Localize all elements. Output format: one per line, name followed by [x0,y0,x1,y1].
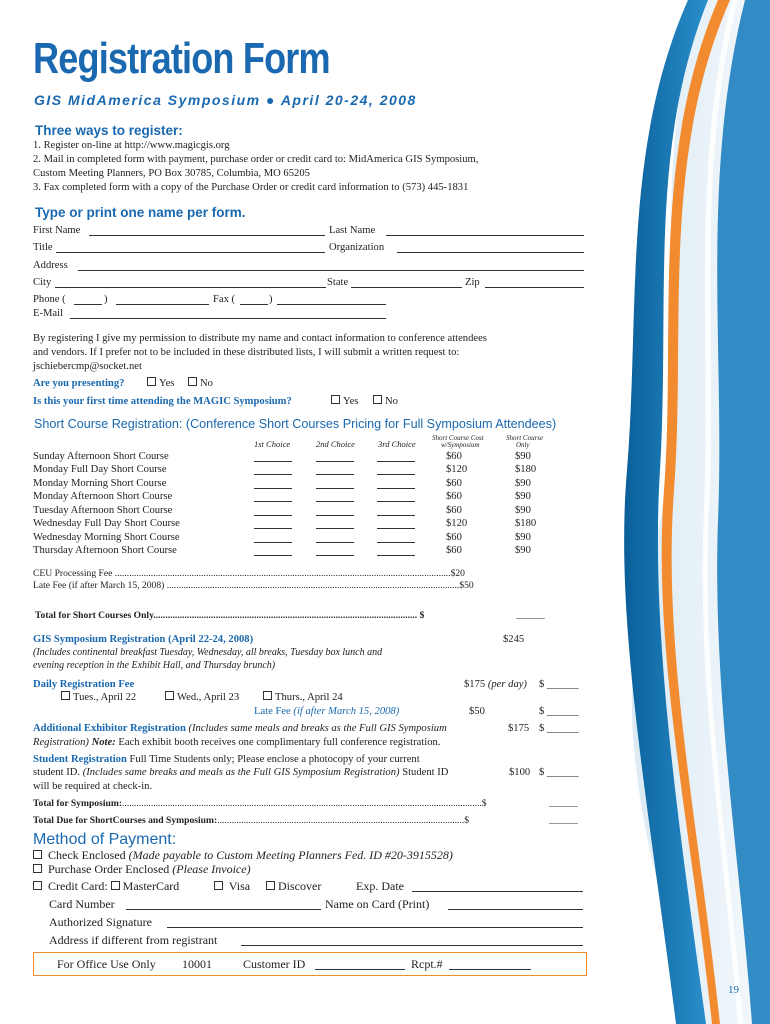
customer-id-field[interactable] [315,969,405,970]
ways-line-4: 3. Fax completed form with a copy of the Purchase Order or credit card information to (573) 445-1831 [33,182,469,193]
card-number-field[interactable] [126,909,321,910]
symposium-reg-price: $245 [503,634,525,645]
total-due-blank[interactable]: ______ [549,815,578,826]
course-price-w-symposium: $60 [446,532,462,543]
course-name: Monday Morning Short Course [33,478,167,489]
checkbox[interactable] [33,864,42,873]
choice-3-blank[interactable] [377,501,415,502]
daily-reg-price: $175 (per day) [464,679,527,690]
choice-2-blank[interactable] [316,542,354,543]
total-short-courses-blank[interactable]: ______ [516,610,545,621]
col-course-only-a: Short Course [506,434,544,442]
choice-1-blank[interactable] [254,542,292,543]
signature-field[interactable] [167,927,583,928]
rcpt-label: Rcpt.# [411,957,443,971]
col-cost-w-symposium-b: w/Symposium [441,441,480,449]
office-use-label: For Office Use Only [57,957,156,971]
customer-id-label: Customer ID [243,957,306,971]
card-number-label: Card Number [49,897,115,911]
rcpt-field[interactable] [449,969,531,970]
name-on-card-field[interactable] [448,909,583,910]
course-name: Tuesday Afternoon Short Course [33,505,173,516]
daily-late-fee: Late Fee (if after March 15, 2008) [254,706,400,717]
email-field[interactable] [70,318,386,319]
course-price-only: $90 [515,545,531,556]
course-price-w-symposium: $120 [446,518,468,529]
symposium-reg-note-2: evening reception in the Exhibit Hall, and Thursday brunch) [33,660,276,671]
visa-option[interactable]: Visa [214,880,250,893]
ceu-fee-line: CEU Processing Fee ............................................................................................................................................$20 [33,568,465,579]
address-field[interactable] [78,270,584,271]
col-course-only-b: Only [516,441,530,449]
email-label: E-Mail [33,308,64,319]
choice-1-blank[interactable] [254,474,292,475]
choice-3-blank[interactable] [377,542,415,543]
zip-field[interactable] [485,287,584,288]
choice-3-blank[interactable] [377,474,415,475]
checkbox[interactable] [214,881,223,890]
course-name: Wednesday Full Day Short Course [33,518,180,529]
checkbox[interactable] [266,881,275,890]
city-label: City [33,277,52,288]
symposium-reg-heading: GIS Symposium Registration (April 22-24, 2008) [33,634,254,645]
page-number: 19 [728,984,739,996]
col-cost-w-symposium-a: Short Course Cost [432,434,484,442]
checkbox[interactable] [263,691,272,700]
choice-1-blank[interactable] [254,501,292,502]
daily-late-fee-blank[interactable]: $ ______ [539,706,579,717]
last-name-field[interactable] [386,235,584,236]
first-time-no-option[interactable]: No [373,395,398,408]
city-field[interactable] [55,287,326,288]
course-name: Monday Full Day Short Course [33,464,167,475]
student-reg-price: $100 [509,767,531,778]
checkbox[interactable] [331,395,340,404]
course-price-w-symposium: $120 [446,464,468,475]
late-fee-line: Late Fee (if after March 15, 2008) ..........................................................................................................................$50 [33,580,474,591]
student-reg-line: Student Registration Full Time Students only; Please enclose a photocopy of your current [33,754,420,765]
choice-3-blank[interactable] [377,555,415,556]
day-option-thurs[interactable]: Thurs., April 24 [263,691,343,704]
exhibitor-reg-line: Additional Exhibitor Registration (Includes same meals and breaks as the Full GIS Symposium [33,723,447,734]
checkbox[interactable] [188,377,197,386]
organization-field[interactable] [397,252,584,253]
student-reg-line-3: will be required at check-in. [33,781,153,792]
checkbox[interactable] [61,691,70,700]
exhibitor-reg-price: $175 [508,723,530,734]
total-short-courses: Total for Short Courses Only.............................................................................................................. $ [35,610,425,621]
exp-date-label: Exp. Date [356,879,404,893]
state-field[interactable] [351,287,462,288]
permission-line-2: and vendors. If I prefer not to be included in these distributed lists, I will submit a written request to: [33,347,460,358]
daily-reg-heading: Daily Registration Fee [33,679,135,690]
alt-address-label: Address if different from registrant [49,933,218,947]
fax-area-field[interactable] [240,304,268,305]
payment-po-option[interactable]: Purchase Order Enclosed (Please Invoice) [33,863,251,876]
presenting-no-option[interactable]: No [188,377,213,390]
organization-label: Organization [329,242,385,253]
three-ways-heading: Three ways to register: [35,123,183,138]
choice-1-blank[interactable] [254,461,292,462]
short-course-heading: Short Course Registration: (Conference Short Courses Pricing for Full Symposium Attendees) [34,417,557,431]
choice-3-blank[interactable] [377,515,415,516]
day-option-wed[interactable]: Wed., April 23 [165,691,239,704]
course-price-only: $180 [515,464,537,475]
exp-date-field[interactable] [412,891,583,892]
payment-check-option[interactable]: Check Enclosed (Made payable to Custom Meeting Planners Fed. ID #20-3915528) [33,849,453,862]
ways-line-1: 1. Register on-line at http://www.magicgis.org [33,140,230,151]
permission-line-1: By registering I give my permission to distribute my name and contact information to conference attendees [33,333,487,344]
col-first-choice: 1st Choice [254,439,291,449]
col-second-choice: 2nd Choice [316,439,355,449]
checkbox[interactable] [165,691,174,700]
first-name-field[interactable] [89,235,325,236]
exhibitor-reg-blank[interactable]: $ ______ [539,723,579,734]
office-code: 10001 [182,957,212,971]
event-subtitle: GIS MidAmerica Symposium ● April 20-24, 2008 [34,92,417,108]
course-price-w-symposium: $60 [446,545,462,556]
page-title: Registration Form [33,34,330,83]
choice-3-blank[interactable] [377,461,415,462]
last-name-label: Last Name [329,225,376,236]
choice-3-blank[interactable] [377,488,415,489]
choice-2-blank[interactable] [316,488,354,489]
checkbox[interactable] [33,881,42,890]
student-reg-blank[interactable]: $ ______ [539,767,579,778]
symposium-reg-note-1: (Includes continental breakfast Tuesday, Wednesday, all breaks, Tuesday box lunch and [33,647,383,658]
choice-1-blank[interactable] [254,488,292,489]
zip-label: Zip [465,277,480,288]
course-name: Thursday Afternoon Short Course [33,545,177,556]
total-due-line: Total Due for ShortCourses and Symposium:.......................................................................................................$ [33,815,470,826]
payment-credit-option[interactable]: Credit Card: MasterCard [33,880,179,893]
presenting-yes-option[interactable]: Yes [147,377,174,390]
checkbox[interactable] [147,377,156,386]
state-label: State [327,277,349,288]
choice-2-blank[interactable] [316,528,354,529]
choice-1-blank[interactable] [254,555,292,556]
total-symposium-line: Total for Symposium:......................................................................................................................................................$ [33,798,487,809]
daily-late-fee-price: $50 [469,706,485,717]
presenting-question: Are you presenting? [33,378,125,389]
course-price-only: $90 [515,532,531,543]
phone-number-field[interactable] [116,304,209,305]
daily-reg-amount-blank[interactable]: $ ______ [539,679,579,690]
student-reg-line-2: student ID. (Includes same breaks and meals as the Full GIS Symposium Registration) Student ID [33,767,449,778]
choice-2-blank[interactable] [316,515,354,516]
permission-email: jschiebercmp@socket.net [33,361,142,372]
course-name: Sunday Afternoon Short Course [33,451,169,462]
choice-1-blank[interactable] [254,515,292,516]
checkbox[interactable] [33,850,42,859]
phone-paren-close: ) [104,294,108,305]
course-name: Wednesday Morning Short Course [33,532,180,543]
title-label: Title [33,242,53,253]
checkbox[interactable] [373,395,382,404]
first-name-label: First Name [33,225,81,236]
course-name: Monday Afternoon Short Course [33,491,173,502]
course-price-only: $90 [515,478,531,489]
day-option-tues[interactable]: Tues., April 22 [61,691,136,704]
exhibitor-reg-note: Registration) Note: Each exhibit booth receives one complimentary full conference registration. [33,737,441,748]
course-price-w-symposium: $60 [446,451,462,462]
name-on-card-label: Name on Card (Print) [325,897,430,911]
choice-1-blank[interactable] [254,528,292,529]
choice-2-blank[interactable] [316,474,354,475]
course-price-w-symposium: $60 [446,478,462,489]
col-third-choice: 3rd Choice [378,439,416,449]
total-symposium-blank[interactable]: ______ [549,798,578,809]
first-time-yes-option[interactable]: Yes [331,395,358,408]
fax-label: Fax ( [213,294,236,305]
payment-heading: Method of Payment: [33,831,177,848]
signature-label: Authorized Signature [49,915,152,929]
first-time-question: Is this your first time attending the MAGIC Symposium? [33,396,292,407]
choice-2-blank[interactable] [316,501,354,502]
discover-option[interactable]: Discover [266,880,321,893]
choice-2-blank[interactable] [316,555,354,556]
course-price-w-symposium: $60 [446,505,462,516]
choice-2-blank[interactable] [316,461,354,462]
course-price-w-symposium: $60 [446,491,462,502]
title-field[interactable] [56,252,325,253]
course-price-only: $90 [515,491,531,502]
address-label: Address [33,260,68,271]
course-price-only: $90 [515,505,531,516]
type-print-heading: Type or print one name per form. [35,205,246,220]
ways-line-3: Custom Meeting Planners, PO Box 30785, Columbia, MO 65205 [33,168,310,179]
fax-number-field[interactable] [277,304,386,305]
checkbox[interactable] [111,881,120,890]
course-price-only: $180 [515,518,537,529]
alt-address-field[interactable] [241,945,583,946]
fax-paren-close: ) [269,294,273,305]
choice-3-blank[interactable] [377,528,415,529]
phone-area-field[interactable] [74,304,102,305]
ways-line-2: 2. Mail in completed form with payment, purchase order or credit card to: MidAmerica GIS Symposium, [33,154,479,165]
phone-label: Phone ( [33,294,66,305]
course-price-only: $90 [515,451,531,462]
